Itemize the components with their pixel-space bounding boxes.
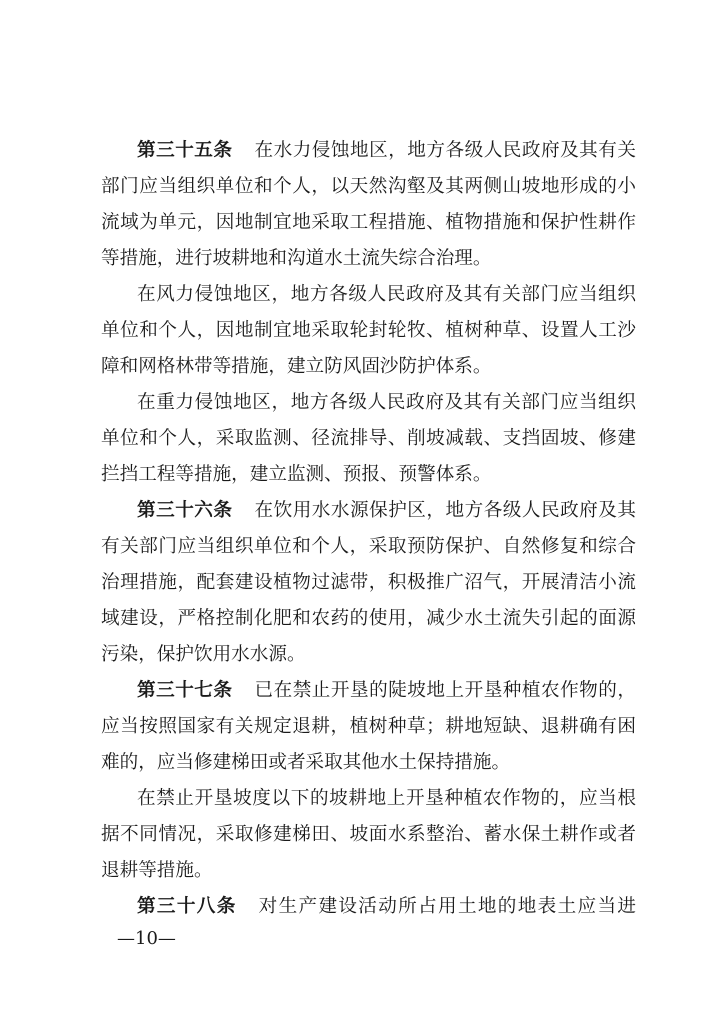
article-35-line-3: 流域为单元，因地制宜地采取工程措施、植物措施和保护性耕作 xyxy=(101,212,636,233)
article-35-line-2: 部门应当组织单位和个人，以天然沟壑及其两侧山坡地形成的小 xyxy=(101,176,636,197)
article-36-first-line xyxy=(101,493,636,529)
document-body xyxy=(101,133,636,925)
article-35-text: 在水力侵蚀地区，地方各级人民政府及其有关 xyxy=(254,140,636,161)
article-35-para-2-line-2: 单位和个人，因地制宜地采取轮封轮牧、植树种草、设置人工沙 xyxy=(101,320,636,341)
article-37-line-2: 应当按照国家有关规定退耕，植树种草；耕地短缺、退耕确有困 xyxy=(101,716,636,737)
article-37-line-3: 难的，应当修建梯田或者采取其他水土保持措施。 xyxy=(101,752,511,773)
article-37-para-2-line-3: 退耕等措施。 xyxy=(101,860,213,881)
page-number: —10— xyxy=(117,928,176,949)
article-35-label: 第三十五条 xyxy=(137,140,233,161)
article-38-first-line xyxy=(101,889,636,925)
article-35-para-2-line-3: 障和网格林带等措施，建立防风固沙防护体系。 xyxy=(101,356,492,377)
article-38-text: 对生产建设活动所占用土地的地表土应当进 xyxy=(258,896,636,917)
article-35-para-3-line-2: 单位和个人，采取监测、径流排导、削坡减载、支挡固坡、修建 xyxy=(101,428,636,449)
article-37-first-line xyxy=(101,673,636,709)
article-36-line-2: 有关部门应当组织单位和个人，采取预防保护、自然修复和综合 xyxy=(101,536,636,557)
article-36-line-3: 治理措施，配套建设植物过滤带，积极推广沼气，开展清洁小流 xyxy=(101,572,636,593)
article-37-para-2-line-1: 在禁止开垦坡度以下的坡耕地上开垦种植农作物的，应当根 xyxy=(137,788,636,809)
article-35-para-3-line-3: 拦挡工程等措施，建立监测、预报、预警体系。 xyxy=(101,464,492,485)
article-37-label: 第三十七条 xyxy=(137,680,233,701)
article-37-text: 已在禁止开垦的陡坡地上开垦种植农作物的， xyxy=(254,680,636,701)
article-36-text: 在饮用水水源保护区，地方各级人民政府及其 xyxy=(254,500,636,521)
article-36-line-4: 域建设，严格控制化肥和农药的使用，减少水土流失引起的面源 xyxy=(101,608,636,629)
article-35-para-2-line-1: 在风力侵蚀地区，地方各级人民政府及其有关部门应当组织 xyxy=(137,284,636,305)
article-36-label: 第三十六条 xyxy=(137,500,233,521)
article-37-para-2-line-2: 据不同情况，采取修建梯田、坡面水系整治、蓄水保土耕作或者 xyxy=(101,824,636,845)
article-35-para-3-line-1: 在重力侵蚀地区，地方各级人民政府及其有关部门应当组织 xyxy=(137,392,636,413)
article-38-label: 第三十八条 xyxy=(137,896,237,917)
article-35-line-4: 等措施，进行坡耕地和沟道水土流失综合治理。 xyxy=(101,248,492,269)
article-35-first-line xyxy=(101,133,636,169)
article-36-line-5: 污染，保护饮用水水源。 xyxy=(101,644,306,665)
